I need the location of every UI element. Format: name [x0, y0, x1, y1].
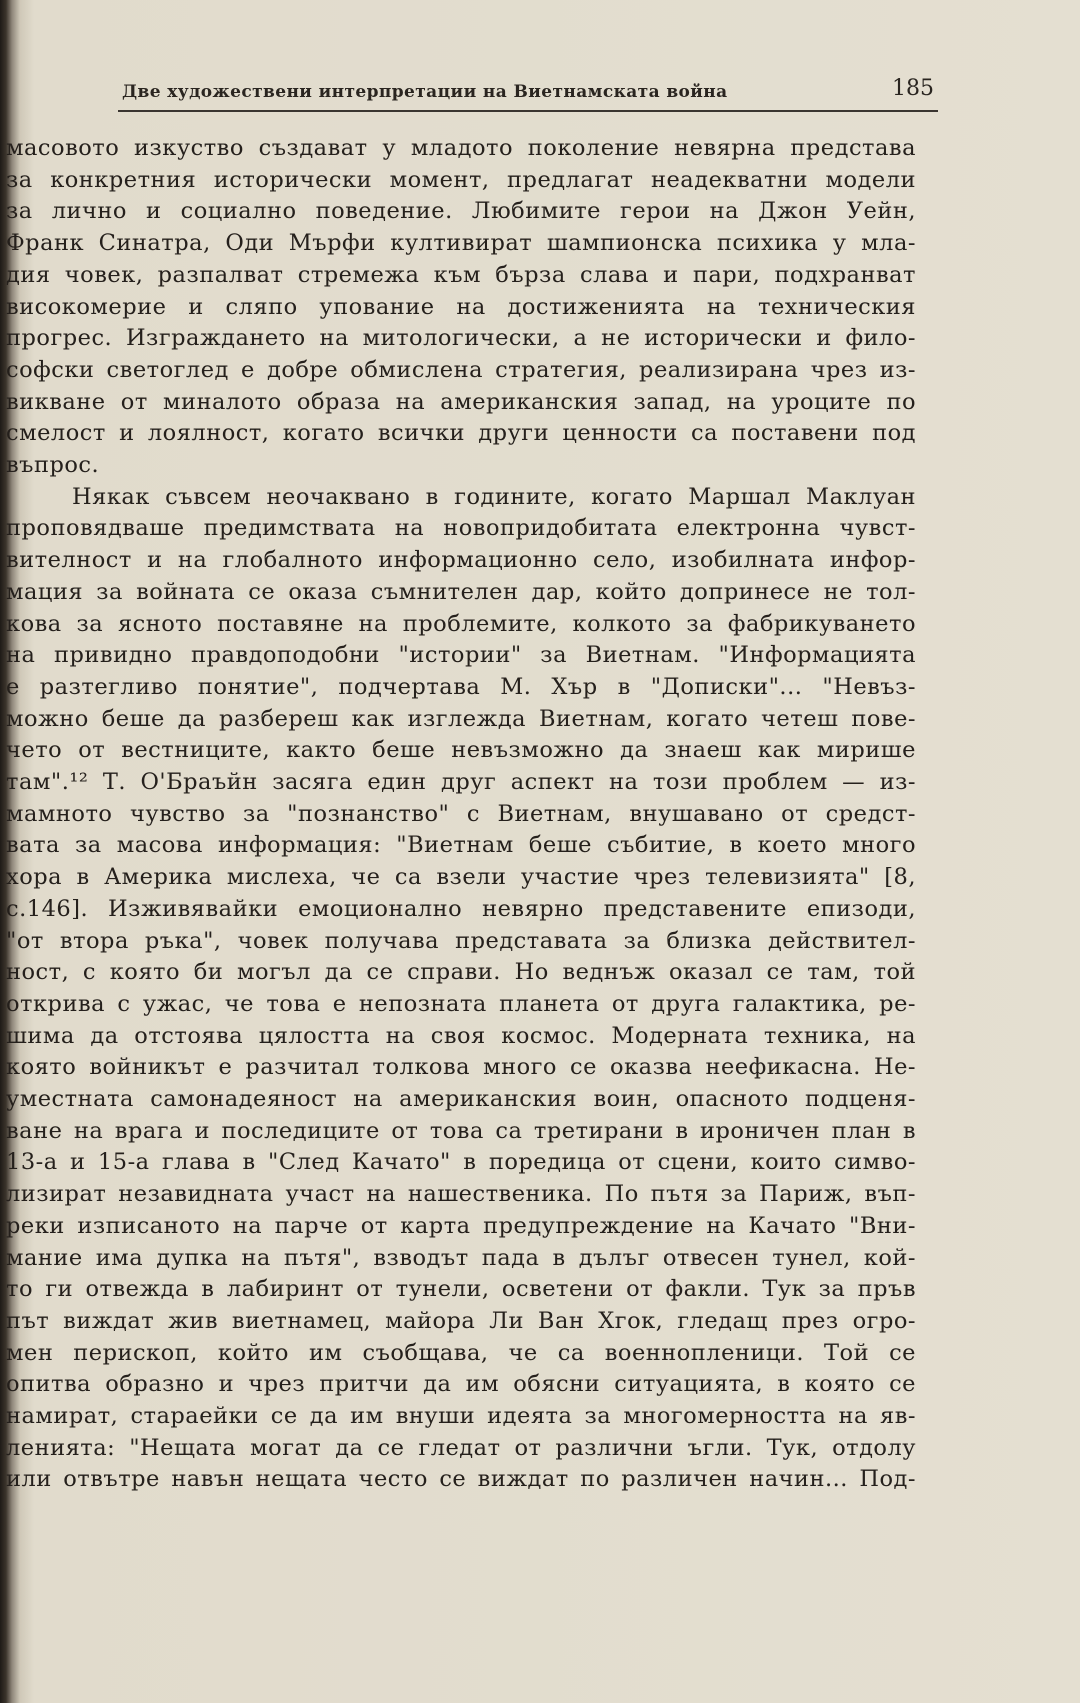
text-line: прогрес. Изграждането на митологически, а не исторически и фило- — [6, 325, 916, 352]
running-head-title: Две художествени интерпретации на Виетнамската война — [122, 82, 728, 102]
text-line: кова за ясното поставяне на проблемите, колкото за фабрикуването — [6, 610, 916, 637]
text-line: там".¹² Т. О'Браъйн засяга един друг аспект на този проблем — из- — [6, 769, 916, 795]
text-line: с.146]. Изживявайки емоционално невярно представените епизоди, — [6, 895, 916, 922]
text-line: опитва образно и чрез притчи да им обясни ситуацията, в която се — [6, 1371, 916, 1398]
text-line: можно беше да разбереш как изглежда Виетнам, когато четеш пове- — [6, 705, 916, 732]
text-line: за конкретния исторически момент, предлагат неадекватни модели — [6, 166, 916, 193]
text-line: "от втора ръка", човек получава представата за близка действител- — [6, 927, 916, 954]
text-line: смелост и лоялност, когато всички други ценности са поставени под — [6, 420, 916, 447]
text-line: реки изписаното на парче от карта предупреждение на Качато "Вни- — [6, 1212, 916, 1239]
running-head — [118, 76, 938, 112]
text-line: вата за масова информация: "Виетнам беше събитие, в което много — [6, 832, 916, 859]
text-line: уместната самонадеяност на американския воин, опасното подценя- — [6, 1086, 916, 1112]
text-line: масовото изкуство създават у младото поколение невярна представа — [6, 135, 916, 161]
text-line: мание има дупка на пътя", взводът пада в дълъг отвесен тунел, кой- — [6, 1244, 916, 1271]
text-line: вителност и на глобалното информационно село, изобилната инфор- — [6, 547, 916, 574]
text-line: чето от вестниците, както беше невъзможно да знаеш как мирише — [6, 737, 916, 764]
text-line: викване от миналото образа на американския запад, на уроците по — [6, 388, 916, 415]
text-line: Някак съвсем неочаквано в годините, когато Маршал Маклуан — [72, 483, 916, 510]
text-line: на привидно правдоподобни "истории" за Виетнам. "Информацията — [6, 642, 916, 669]
text-line: лизират незавидната участ на нашественика. По пътя за Париж, въп- — [6, 1181, 916, 1208]
text-line: високомерие и сляпо упование на достиженията на техническия — [6, 293, 916, 320]
text-line: мамното чувство за "познанство" с Виетнам, внушавано от средст- — [6, 800, 916, 827]
text-line: открива с ужас, че това е непозната планета от друга галактика, ре- — [6, 990, 916, 1017]
text-line: ване на врага и последиците от това са третирани в ироничен план в — [6, 1117, 916, 1144]
text-line: проповядваше предимствата на новопридобитата електронна чувст- — [6, 515, 916, 542]
text-line: то ги отвежда в лабиринт от тунели, осветени от факли. Тук за пръв — [6, 1276, 916, 1303]
text-line: дия човек, разпалват стремежа към бърза слава и пари, подхранват — [6, 261, 916, 288]
text-line: намират, стараейки се да им внуши идеята за многомерността на яв- — [6, 1403, 916, 1429]
text-line: Франк Синатра, Оди Мърфи култивират шампионска психика у мла- — [6, 230, 916, 257]
text-line: ленията: "Нещата могат да се гледат от различни ъгли. Тук, отдолу — [6, 1434, 916, 1461]
text-line: шима да отстоява цялостта на своя космос. Модерната техника, на — [6, 1022, 916, 1049]
text-line: е разтегливо понятие", подчертава М. Хър в "Дописки"... "Невъз- — [6, 673, 916, 700]
text-line: мен перископ, който им съобщава, че са военнопленици. Той се — [6, 1339, 916, 1366]
text-line: или отвътре навън нещата често се виждат по различен начин... Под- — [6, 1466, 916, 1493]
text-line: ност, с която би могъл да се справи. Но веднъж оказал се там, той — [6, 959, 916, 986]
text-line: 13-а и 15-а глава в "След Качато" в поредица от сцени, които симво- — [6, 1149, 916, 1176]
text-line: хора в Америка мислеха, че са взели участие чрез телевизията" [8, — [6, 864, 916, 891]
text-line: софски светоглед е добре обмислена стратегия, реализирана чрез из- — [6, 356, 916, 383]
text-line: за лично и социално поведение. Любимите герои на Джон Уейн, — [6, 198, 916, 225]
text-line: въпрос. — [6, 452, 100, 478]
text-line: която войникът е разчитал толкова много се оказва неефикасна. Не- — [6, 1054, 916, 1081]
page-number: 185 — [892, 76, 934, 101]
text-line: път виждат жив виетнамец, майора Ли Ван Хгок, гледащ през огро- — [6, 1307, 916, 1334]
text-line: мация за войната се оказа съмнителен дар, който допринесе не тол- — [6, 578, 916, 605]
